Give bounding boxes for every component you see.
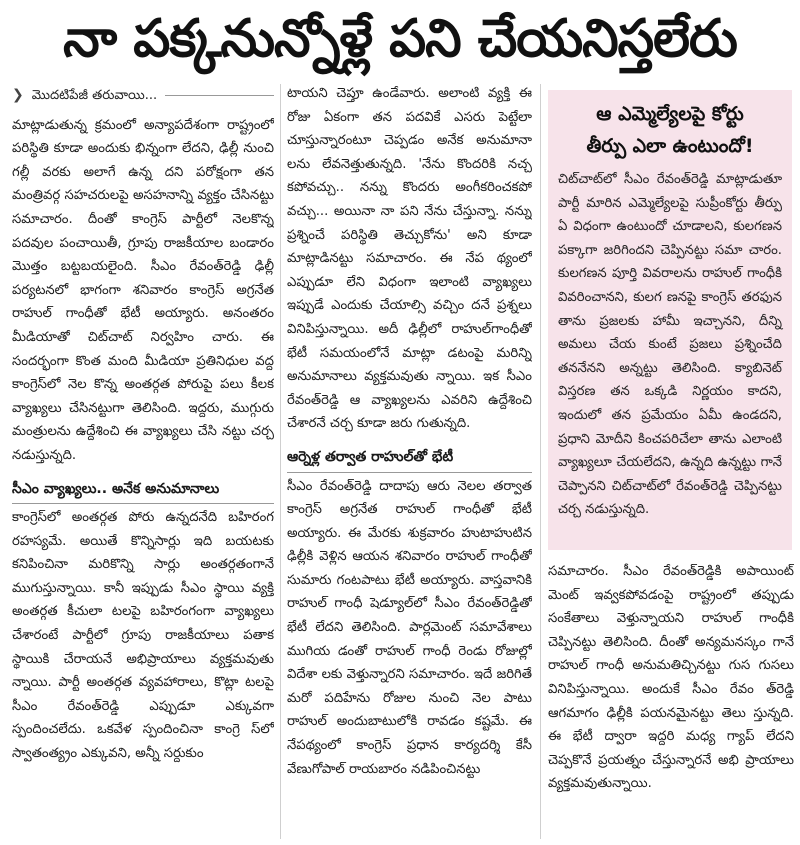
kicker-rule	[165, 95, 274, 96]
sidebar-box	[548, 90, 792, 550]
col2-paragraph-2: సీఎం రేవంత్‌రెడ్డి దాదాపు ఆరు నెలల తర్వాత కాంగ్రెస్ అగ్రనేత రాహుల్ గాంధీతో భేటీ అయ్యారు. ఈ మేరకు శుక్రవారం హుటాహుటిన ఢిల్లీకి వెళ్లిన ఆయన శనివారం రాహుల్ గాంధీతో సుమారు గంటపాటు భేటీ అయ్యారు. వాస్తవానికి రాహుల్ గాంధీ షెడ్యూల్‌లో సీఎం రేవంత్‌రెడ్డితో భేటీ లేదని తెలిసింది. పార్లమెంట్ సమావేశాలు ముగియ డంతో రాహుల్ గాంధీ రెండు రోజుల్లో విదేశా లకు వెళ్తున్నారని సమాచారం. ఇదే జరిగితే మరో పదిహేను రోజుల నుంచి నెల పాటు రాహుల్ అందుబాటులోకి రావడం కష్టమే. ఈ నేపథ్యంలో కాంగ్రెస్ ప్రధాన కార్యదర్శి కేసీ వేణుగోపాల్ రాయబారం నడిపించినట్టు	[287, 478, 532, 777]
kicker-label: మొదటిపేజీ తరువాయి...	[31, 88, 158, 103]
column-2	[287, 82, 532, 842]
column-divider-1	[280, 84, 281, 839]
sidebar-box-title	[558, 98, 782, 162]
col1-paragraph-1: మాట్లాడుతున్న క్రమంలో అన్యాపదేశంగా రాష్ట్రంలో పరిస్థితి కూడా అందుకు భిన్నంగా లేదని, ఢిల్లీ నుంచి గల్లీ వరకు అలాగే ఉన్న దని పరోక్షంగా తన మంత్రివర్గ సహచరులపై అసహనాన్ని వ్యక్తం చేసినట్టు సమాచారం. దీంతో కాంగ్రెస్ పార్టీలో నెలకొన్న పదవుల పంచాయితీ, గ్రూపు రాజకీయాల బండారం మొత్తం బట్టబయలైంది. సీఎం రేవంత్‌రెడ్డి ఢిల్లీ పర్యటనలో భాగంగా శనివారం కాంగ్రెస్ అగ్రనేత రాహుల్ గాంధీతో భేటీ అయ్యారు. అనంతరం మీడియాతో చిట్‌చాట్ నిర్వహిం చారు. ఈ సందర్భంగా కొంత మంది మీడియా ప్రతినిధుల వద్ద కాంగ్రెస్‌లో నెల కొన్న అంతర్గత పోరుపై పలు కీలక వ్యాఖ్యలు చేసినట్టుగా తెలిసింది. ఇద్దరు, ముగ్గురు మంత్రులను ఉద్దేశించి ఈ వ్యాఖ్యలు చేసి నట్టు చర్చ నడుస్తున్నది.	[12, 117, 274, 463]
column-divider-2	[540, 84, 541, 839]
col1-paragraph-2: కాంగ్రెస్‌లో అంతర్గత పోరు ఉన్నదనేది బహిరంగ రహస్యమే. అయితే కొన్నిసార్లు ఇది బయటకు కనిపించినా మరికొన్ని సార్లు అంతర్గతంగానే ముగుస్తున్నాయి. కానీ ఇప్పుడు సీఎం స్థాయి వ్యక్తి అంతర్గత కీచులా టలపై బహిరంగంగా వ్యాఖ్యలు చేశారంటే పార్టీలో గ్రూపు రాజకీయాలు పతాక స్థాయికి చేరాయనే అభిప్రాయాలు వ్యక్తమవుతు న్నాయి. పార్టీ అంతర్గత వ్యవహారాలు, కొట్లా టలపై సీఎం రేవంత్‌రెడ్డి ఎప్పుడూ ఎక్కువగా స్పందించలేదు. ఒకవేళ స్పందించినా కాంగ్రె స్‌లో స్వాతంత్య్రం ఎక్కువని, అన్నీ సర్దుకుం	[12, 510, 274, 762]
col2-paragraph-1: టాయని చెప్తూ ఉండేవారు. అలాంటి వ్యక్తి ఈ రోజు ఏకంగా తన పదవికే ఎసరు పెట్టేలా చూస్తున్నారంటూ చెప్పడం అనేక అనుమానా లను లేవనెత్తుతున్నది. 'నేను కొందరికి నచ్చ కపోవచ్చు.. నన్ను కొందరు అంగీకరించకపో వచ్చు... అయినా నా పని నేను చేస్తున్నా. నన్ను ప్రశ్నించే పరిస్థితి తెచ్చుకోను' అని కూడా మాట్లాడినట్టు సమాచారం. ఈ నేప థ్యంలో ఎప్పుడూ లేని విధంగా ఇలాంటి వ్యాఖ్యలు ఇప్పుడే ఎందుకు చేయాల్సి వచ్చిం దనే ప్రశ్నలు వినిపిస్తున్నాయి. అదీ ఢిల్లీలో రాహుల్‌గాంధీతో భేటీ సమయంలోనే మాట్లా డటంపై మరిన్ని అనుమానాలు వ్యక్తమవుతు న్నాయి. ఇక సీఎం రేవంత్‌రెడ్డి ఆ వ్యాఖ్యలను ఎవరిని ఉద్దేశించి చేశారనే చర్చ కూడా జరు గుతున్నది.	[287, 86, 532, 432]
kicker	[12, 84, 274, 108]
headline: నా పక్కనున్నోళ్లే పని చేయనిస్తలేరు	[63, 9, 737, 69]
column-1	[12, 82, 274, 842]
chevron-right-icon: ❯	[12, 87, 24, 103]
sidebar-box-title-line-2: తీర్పు ఎలా ఉంటుందో!	[586, 135, 754, 157]
sidebar-box-body: చిట్‌చాట్‌లో సీఎం రేవంత్‌రెడ్డి మాట్లాడుతూ పార్టీ మారిన ఎమ్మెల్యేలపై సుప్రీంకోర్టు తీర్పు ఏ విధంగా ఉంటుందో చూడాలని, కులగణన పక్కాగా జరిగిందని చెప్పినట్టు సమా చారం. కులగణన పూర్తి వివరాలను రాహుల్ గాంధీకి వివరించానని, కులగ ణనపై కాంగ్రెస్ తరఫున తాను ప్రజలకు హామీ ఇచ్చానని, దీన్ని అమలు చేయ కుంటే ప్రజలు ప్రశ్నించేది తననేనని అన్నట్టు తెలిసింది. క్యాబినెట్ విస్తరణ తన ఒక్కడి నిర్ణయం కాదని, ఇందులో తన ప్రమేయం ఏమీ ఉండదని, ప్రధాని మోదీని కించపరిచేలా తాను ఎలాంటి వ్యాఖ్యలూ చేయలేదని, ఉన్నది ఉన్నట్టు గానే చెప్పానని చిట్‌చాట్‌లో రేవంత్‌రెడ్డి చెప్పినట్టు చర్చ నడుస్తున్నది.	[558, 172, 782, 518]
col1-subheading: సీఎం వ్యాఖ్యలు.. అనేక అనుమానాలు	[12, 478, 274, 505]
col2-subheading: ఆర్నెళ్ల తర్వాత రాహుల్‌తో భేటీ	[287, 446, 532, 473]
sidebar-box-title-line-1: ఆ ఎమ్మెల్యేలపై కోర్టు	[596, 103, 744, 125]
col3-paragraph: సమాచారం. సీఎం రేవంత్‌రెడ్డికి అపాయింట్ మెంట్ ఇవ్వకపోవడంపై రాష్ట్రంలో తప్పుడు సంకేతాలు వెళ్తున్నాయని రాహుల్ గాంధీకి చెప్పినట్టు తెలిసింది. దీంతో అన్యమనస్కం గానే రాహుల్ గాంధీ అనుమతిచ్చినట్టు గుస గుసలు వినిపిస్తున్నాయి. అందుకే సీఎం రేవం త్‌రెడ్డి ఆగమాగం ఢిల్లీకి పయనమైనట్టు తెలు స్తున్నది. ఈ భేటీ ద్వారా ఇద్దరి మధ్య గ్యాప్ లేదని చెప్పకొనే ప్రయత్నం చేస్తున్నారనే అభి ప్రాయాలు వ్యక్తమవుతున్నాయి.	[548, 564, 794, 792]
column-3-continuation	[548, 560, 794, 840]
